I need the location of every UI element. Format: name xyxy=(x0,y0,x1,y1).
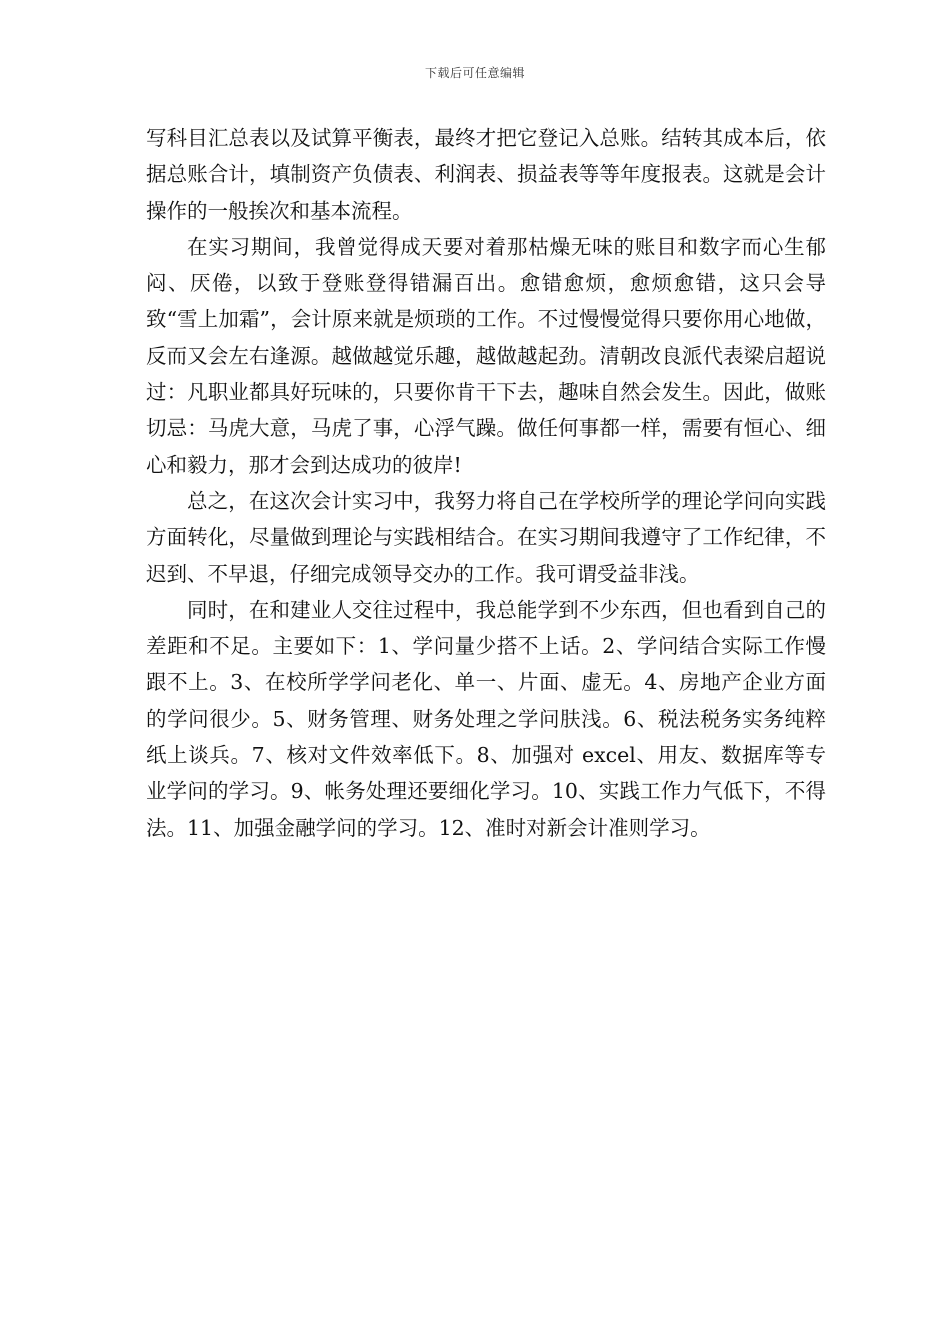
paragraph-summary: 总之，在这次会计实习中，我努力将自己在学校所学的理论学问向实践方面转化，尽量做到理论与实践相结合。在实习期间我遵守了工作纪律，不迟到、不早退，仔细完成领导交办的工作。我可谓受益非浅。 xyxy=(146,488,826,586)
paragraph-internship-experience: 在实习期间，我曾觉得成天要对着那枯燥无味的账目和数字而心生郁闷、厌倦，以致于登账登得错漏百出。愈错愈烦，愈烦愈错，这只会导致“雪上加霜”，会计原来就是烦琐的工作。不过慢慢觉得只要你用心地做，反而又会左右逢源。越做越觉乐趣，越做越起劲。清朝改良派代表梁启超说过：凡职业都具好玩味的，只要你肯干下去，趣味自然会发生。因此，做账切忌：马虎大意，马虎了事，心浮气躁。做任何事都一样，需要有恒心、细心和毅力，那才会到达成功的彼岸! xyxy=(146,234,826,477)
document-body xyxy=(146,120,826,846)
paragraph-shortcomings: 同时，在和建业人交往过程中，我总能学到不少东西，但也看到自己的差距和不足。主要如下：1、学问量少搭不上话。2、学问结合实际工作慢跟不上。3、在校所学学问老化、单一、片面、虚无。4、房地产企业方面的学问很少。5、财务管理、财务处理之学问肤浅。6、税法税务实务纯粹纸上谈兵。7、核对文件效率低下。8、加强对 excel、用友、数据库等专业学问的学习。9、帐务处理还要细化学习。10、实践工作力气低下，不得法。11、加强金融学问的学习。12、准时对新会计准则学习。 xyxy=(146,597,826,840)
page-header: 下载后可任意编辑 xyxy=(424,66,525,80)
paragraph-continued: 写科目汇总表以及试算平衡表，最终才把它登记入总账。结转其成本后，依据总账合计，填制资产负债表、利润表、损益表等等年度报表。这就是会计操作的一般挨次和基本流程。 xyxy=(146,126,826,223)
